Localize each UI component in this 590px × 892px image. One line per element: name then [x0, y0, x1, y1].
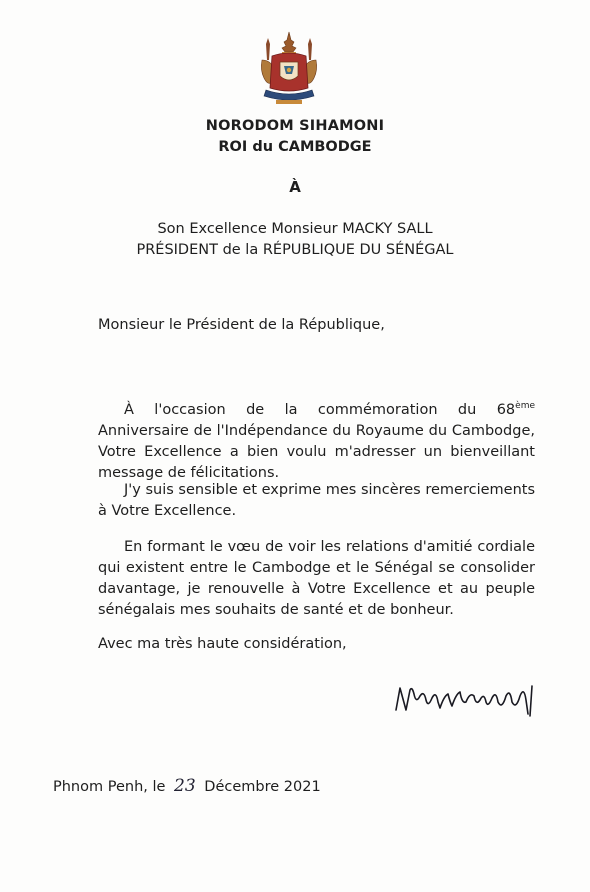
body-paragraph-1: [98, 396, 535, 484]
date-place: Phnom Penh, le: [53, 779, 166, 795]
addressee-marker: À: [289, 178, 301, 196]
royal-coat-of-arms-emblem: [258, 30, 320, 110]
date-month-year: Décembre 2021: [204, 779, 321, 795]
handwritten-signature: [392, 680, 540, 720]
sender-name: NORODOM SIHAMONI: [205, 118, 385, 134]
ordinal-superscript: ème: [515, 401, 535, 411]
recipient-title: PRÉSIDENT de la RÉPUBLIQUE DU SÉNÉGAL: [136, 242, 454, 258]
paragraph-1-start: À l'occasion de la commémoration du 68: [124, 401, 516, 418]
sender-title: ROI du CAMBODGE: [218, 139, 372, 155]
body-paragraph-3: En formant le vœu de voir les relations d'amitié cordiale qui existent entre le Cambodge et le Sénégal se consolider davantage, je renouvelle à Votre Excellence et au peuple sénégalais mes souhaits de santé et de bonheur.: [98, 539, 535, 618]
paragraph-1-end: Anniversaire de l'Indépendance du Royaume du Cambodge, Votre Excellence a bien voulu m'adresser un bienveillant message de félicitations.: [98, 422, 535, 481]
closing-formula: Avec ma très haute considération,: [98, 636, 347, 652]
date-day-handwritten: 23: [174, 776, 196, 796]
body-paragraph-2: J'y suis sensible et exprime mes sincères remerciements à Votre Excellence.: [98, 482, 535, 519]
recipient-name: Son Excellence Monsieur MACKY SALL: [157, 221, 433, 237]
salutation: Monsieur le Président de la République,: [98, 317, 385, 333]
date-line: [53, 776, 321, 796]
